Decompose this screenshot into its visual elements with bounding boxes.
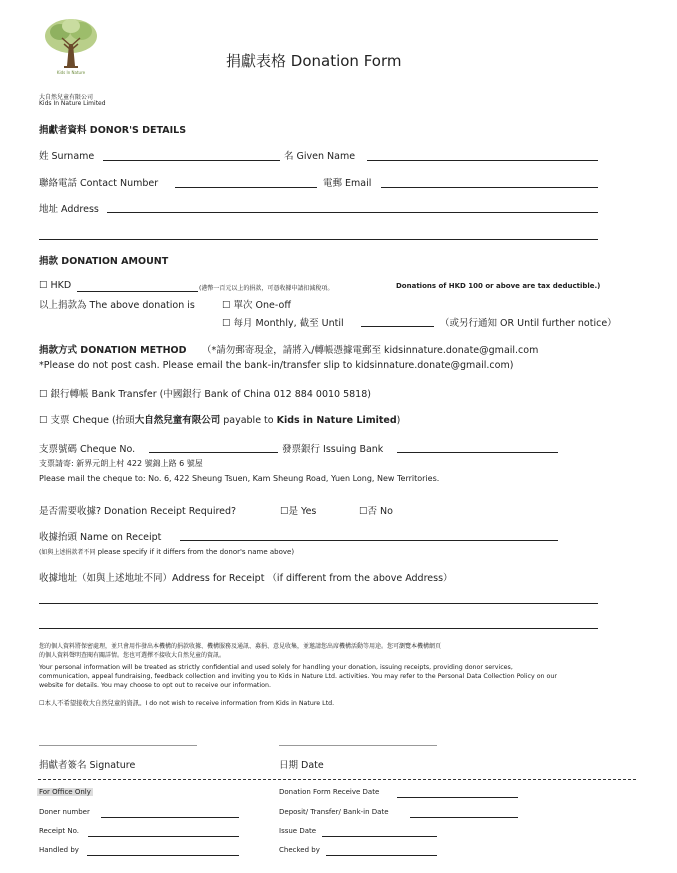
org-name-zh: 大自然兒童有限公司 bbox=[39, 94, 94, 101]
method-section-title: 捐款方式 DONATION METHOD bbox=[39, 345, 187, 356]
doner-number-label: Doner number bbox=[39, 808, 90, 816]
given-name-field[interactable] bbox=[367, 160, 598, 161]
contact-label: 聯絡電話 Contact Number bbox=[39, 178, 159, 189]
mail-address-zh: 支票請寄: 新界元朗上村 422 號錦上路 6 號屋 bbox=[39, 459, 203, 468]
receipt-name-note-zh: (如與上述捐款者不同 bbox=[39, 549, 96, 556]
privacy-zh-line1: 您的個人資料將保密處理，並只會用作發出本機構的捐款收據、機構服務及通訊、募捐、意見收集，並邀請您出席機構活動等用途。您可瀏覽本機構網頁 bbox=[39, 643, 442, 650]
hkd-checkbox[interactable]: ☐ HKD bbox=[39, 280, 72, 291]
issuing-bank-label: 發票銀行 Issuing Bank bbox=[282, 444, 384, 455]
donor-section-title: 捐獻者資料 DONOR'S DETAILS bbox=[39, 125, 187, 136]
cheque-prefix: ☐ 支票 Cheque (抬頭 bbox=[39, 415, 135, 426]
receipt-required-label: 是否需要收據? Donation Receipt Required? bbox=[39, 506, 237, 517]
issue-date-field[interactable] bbox=[322, 836, 437, 837]
cheque-no-label: 支票號碼 Cheque No. bbox=[39, 444, 136, 455]
cheque-suffix: ) bbox=[396, 415, 401, 426]
address-label: 地址 Address bbox=[39, 204, 99, 215]
issuing-bank-field[interactable] bbox=[397, 452, 558, 453]
privacy-en-line1: Your personal information will be treated as strictly confidential and used solely for handling your donation, issuing receipts, providing donor services, bbox=[39, 664, 513, 671]
email-field[interactable] bbox=[381, 187, 598, 188]
kids-in-nature-logo bbox=[40, 14, 102, 76]
checked-by-label: Checked by bbox=[279, 846, 320, 854]
receipt-name-field[interactable] bbox=[180, 540, 558, 541]
monthly-checkbox[interactable]: ☐ 每月 Monthly, 截至 Until bbox=[222, 318, 344, 329]
given-name-label: 名 Given Name bbox=[284, 151, 356, 162]
cheque-no-field[interactable] bbox=[149, 452, 278, 453]
receipt-yes-checkbox[interactable]: ☐是 Yes bbox=[280, 506, 317, 517]
signature-label: 捐獻者簽名 Signature bbox=[39, 760, 136, 771]
oneoff-checkbox[interactable]: ☐ 單次 One-off bbox=[222, 300, 291, 311]
no-cash-note: *Please do not post cash. Please email the bank-in/transfer slip to kidsinnature.donate@gmail.com) bbox=[39, 360, 514, 371]
receipt-address-label: 收據地址（如與上述地址不同）Address for Receipt （if different from the above Address） bbox=[39, 573, 453, 584]
signature-field[interactable] bbox=[39, 745, 197, 746]
privacy-zh-line2: 的個人資料聲明查閱有關詳情。您也可選擇不接收大自然兒童的資訊。 bbox=[39, 652, 226, 659]
receipt-name-label: 收據抬頭 Name on Receipt bbox=[39, 532, 162, 543]
receipt-name-note bbox=[39, 547, 294, 556]
receipt-no-label: Receipt No. bbox=[39, 827, 79, 835]
cheque-mid: payable to bbox=[220, 415, 277, 426]
issue-date-label: Issue Date bbox=[279, 827, 317, 835]
hkd-amount-field[interactable] bbox=[77, 291, 198, 292]
office-divider bbox=[38, 779, 636, 780]
receipt-no-field[interactable] bbox=[88, 836, 239, 837]
receive-date-field[interactable] bbox=[397, 797, 518, 798]
receipt-address-field-2[interactable] bbox=[39, 628, 598, 629]
contact-field[interactable] bbox=[175, 187, 317, 188]
checked-by-field[interactable] bbox=[326, 855, 437, 856]
privacy-en-line2: communication, appeal fundraising, feedback collection and inviting you to Kids in Nature Ltd. activities. You may refer to the Personal Data Collection Policy on our bbox=[39, 673, 557, 680]
above-donation-label: 以上捐款為 The above donation is bbox=[39, 300, 195, 311]
cheque-checkbox[interactable] bbox=[39, 412, 400, 426]
cheque-payee-zh: 大自然兒童有限公司 bbox=[134, 415, 221, 426]
deposit-date-label: Deposit/ Transfer/ Bank-in Date bbox=[279, 808, 389, 816]
method-mail-note: （*請勿郵寄現金，請將入/轉帳憑據電郵至 kidsinnature.donate@gmail.com bbox=[202, 345, 539, 356]
cheque-payee-en: Kids in Nature Limited bbox=[276, 415, 397, 426]
office-only-title: For Office Only bbox=[39, 788, 91, 796]
svg-text:Kids In Nature: Kids In Nature bbox=[56, 70, 86, 75]
email-label: 電郵 Email bbox=[323, 178, 372, 189]
receipt-address-field-1[interactable] bbox=[39, 603, 598, 604]
surname-label: 姓 Surname bbox=[39, 151, 95, 162]
org-name-en: Kids In Nature Limited bbox=[39, 100, 106, 107]
amount-section-title: 捐款 DONATION AMOUNT bbox=[39, 256, 169, 267]
monthly-note: （或另行通知 OR Until further notice） bbox=[440, 318, 617, 329]
address-field-1[interactable] bbox=[107, 212, 598, 213]
monthly-until-field[interactable] bbox=[361, 326, 434, 327]
receipt-no-checkbox[interactable]: ☐否 No bbox=[359, 506, 393, 517]
page-title: 捐獻表格 Donation Form bbox=[226, 52, 402, 70]
handled-by-label: Handled by bbox=[39, 846, 79, 854]
date-label: 日期 Date bbox=[279, 760, 324, 771]
mail-address-en: Please mail the cheque to: No. 6, 422 Sheung Tsuen, Kam Sheung Road, Yuen Long, New Territories. bbox=[39, 474, 440, 483]
bank-transfer-checkbox[interactable]: ☐ 銀行轉帳 Bank Transfer (中國銀行 Bank of China 012 884 0010 5818) bbox=[39, 389, 371, 400]
address-field-2[interactable] bbox=[39, 239, 598, 240]
privacy-en-line3: website for details. You may choose to opt out to receive our information. bbox=[39, 682, 271, 689]
surname-field[interactable] bbox=[103, 160, 280, 161]
receipt-name-note-en: please specify if it differs from the donor's name above) bbox=[95, 548, 295, 556]
tax-note-en: Donations of HKD 100 or above are tax deductible.) bbox=[396, 282, 601, 290]
tax-note-zh: (港幣一百元以上的捐款，可憑收據申請扣減稅項。 bbox=[199, 285, 334, 292]
doner-number-field[interactable] bbox=[101, 817, 239, 818]
optout-checkbox[interactable]: ☐本人不希望接收大自然兒童的資訊。I do not wish to receive information from Kids in Nature Ltd. bbox=[39, 700, 335, 707]
handled-by-field[interactable] bbox=[87, 855, 239, 856]
deposit-date-field[interactable] bbox=[410, 817, 518, 818]
date-field[interactable] bbox=[279, 745, 437, 746]
receive-date-label: Donation Form Receive Date bbox=[279, 788, 380, 796]
